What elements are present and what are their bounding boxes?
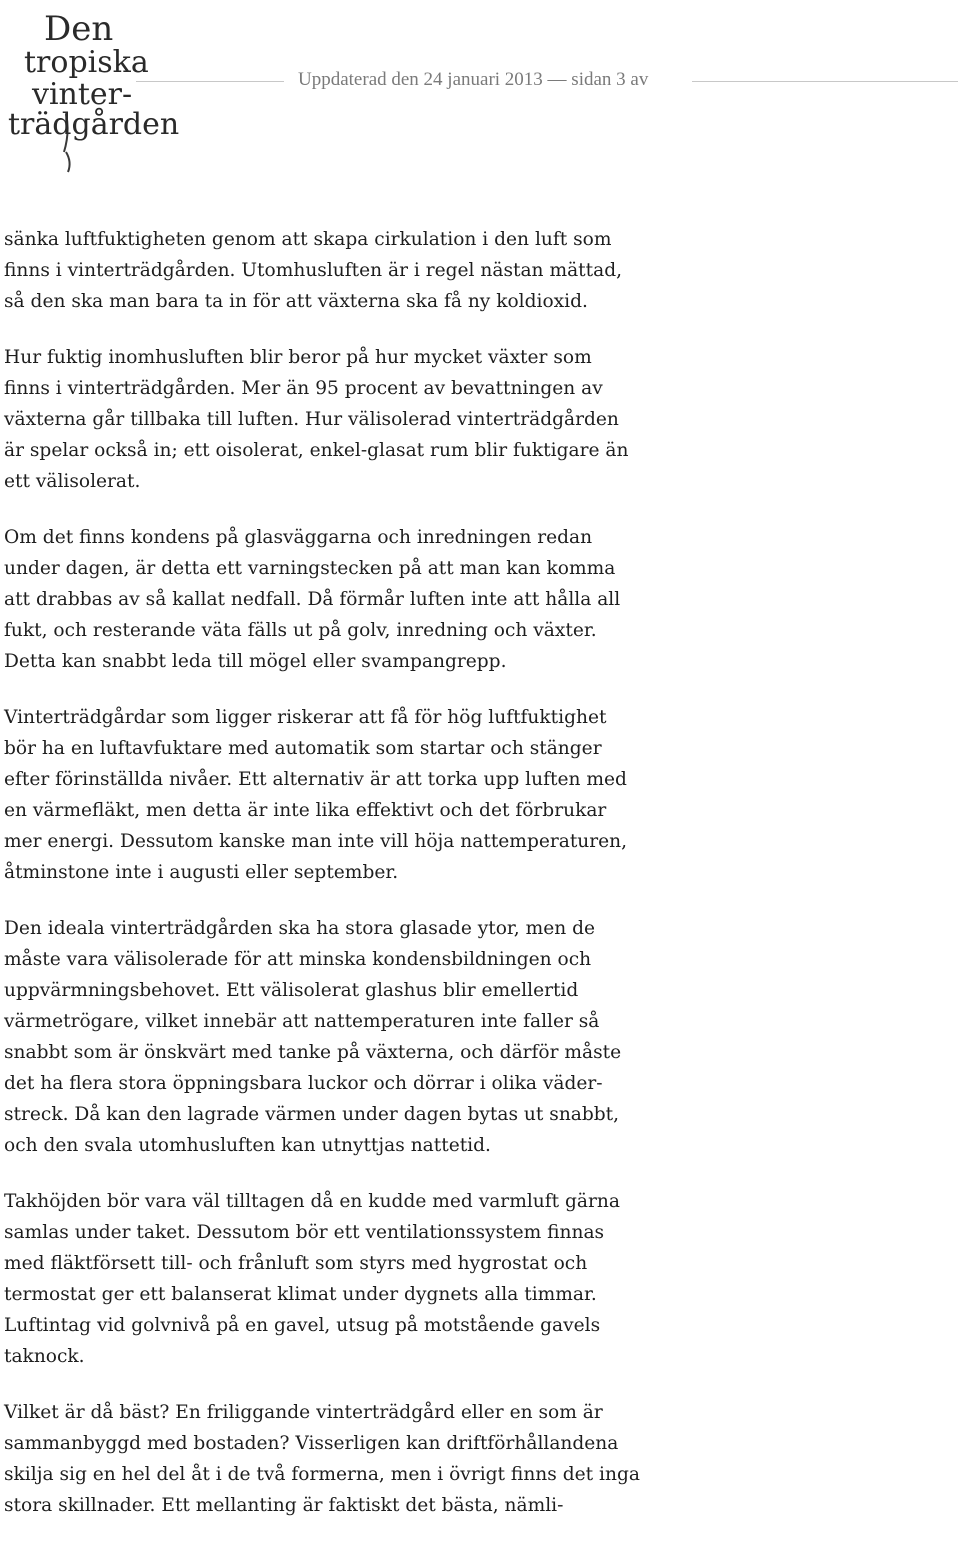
header-rule-right <box>692 81 958 82</box>
header-rule-left <box>136 81 284 82</box>
paragraph: Om det finns kondens på glasväggarna och inredningen redan under dagen, är detta ett varningstecken på att man kan komma att drabbas av så kallat nedfall. Då förmår luften inte att hålla all fukt, och resterande väta fälls ut på golv, inredning och växter. Detta kan snabbt leda till mögel eller svampangrepp. <box>4 527 621 672</box>
logo-line-4: trädgården <box>8 107 180 142</box>
paragraph: Hur fuktig inomhusluften blir beror på hur mycket växter som finns i vinterträdgården. Mer än 95 procent av bevattningen av växterna går tillbaka till luften. Hur välisolerad vinterträdgården är spelar också in; ett oisolerat, enkel-glasat rum blir fuktigare än ett välisolerat. <box>4 347 629 492</box>
paragraph: Den ideala vinterträdgården ska ha stora glasade ytor, men de måste vara välisolerade för att minska kondensbildningen och uppvärmningsbehovet. Ett välisolerat glashus blir emellertid värmetrögare, vilket innebär att nattemperaturen inte faller så snabbt som är önskvärt med tanke på växterna, och därför måste det ha flera stora öppningsbara luckor och dörrar i olika väder-streck. Då kan den lagrade värmen under dagen bytas ut snabbt, och den svala utomhusluften kan utnyttjas nattetid. <box>4 918 622 1156</box>
logo-line-1: Den <box>44 9 114 49</box>
logo-line-2: tropiska <box>24 45 149 80</box>
paragraph: sänka luftfuktigheten genom att skapa cirkulation i den luft som finns i vinterträdgården. Utomhusluften är i regel nästan mättad, så den ska man bara ta in för att växterna ska få ny koldioxid. <box>4 229 623 312</box>
article-body <box>4 224 640 1546</box>
logo <box>6 2 180 174</box>
paragraph: Vilket är då bäst? En friliggande vinterträdgård eller en som är sammanbyggd med bostaden? Visserligen kan driftförhållandena skilja sig en hel del åt i de två formerna, men i övrigt finns det inga stora skillnader. Ett mellanting är faktiskt det bästa, nämli- <box>4 1402 640 1516</box>
paragraph: Takhöjden bör vara väl tilltagen då en kudde med varmluft gärna samlas under taket. Dessutom bör ett ventilationssystem finnas med fläktförsett till- och frånluft som styrs med hygrostat och termostat ger ett balanserat klimat under dygnets alla timmar. Luftintag vid golvnivå på en gavel, utsug på motstående gavels taknock. <box>4 1191 620 1367</box>
page-header <box>136 64 960 100</box>
paragraph: Vinterträdgårdar som ligger riskerar att få för hög luftfuktighet bör ha en luftavfuktare med automatik som startar och stänger efter förinställda nivåer. Ett alternativ är att torka upp luften med en värmefläkt, men detta är inte lika effektivt och det förbrukar mer energi. Dessutom kanske man inte vill höja nattemperaturen, åtminstone inte i augusti eller september. <box>4 707 628 883</box>
header-update-info: Uppdaterad den 24 januari 2013 — sidan 3 av <box>298 69 649 90</box>
logo-line-3: vinter- <box>32 77 133 112</box>
